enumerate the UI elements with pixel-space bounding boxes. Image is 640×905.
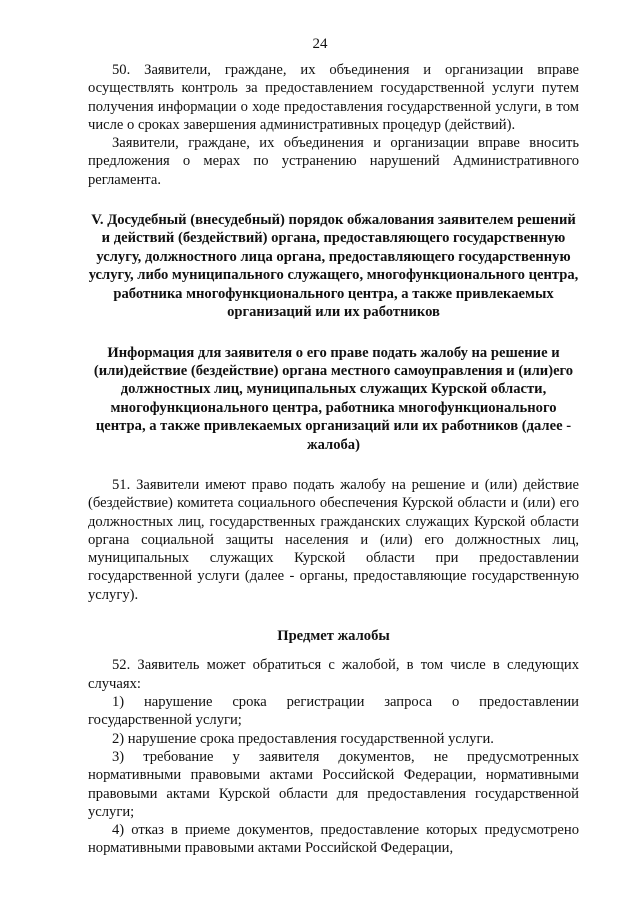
chapter-heading: V. Досудебный (внесудебный) порядок обжалования заявителем решений и действий (бездействий) органа, предоставляющего государственную услугу, должностного лица органа, предоставляющего государственную услугу, либо муниципального служащего, многофункционального центра, работника многофункционального центра, а также привлекаемых организаций или их работников <box>88 212 579 321</box>
paragraph-52: 52. Заявитель может обратиться с жалобой, в том числе в следующих случаях: <box>88 657 579 692</box>
list-item-3: 3) требование у заявителя документов, не предусмотренных нормативными правовыми актами Российской Федерации, нормативными правовыми актами Курской области для предоставления государственной услуги; <box>88 748 579 820</box>
list-item-1: 1) нарушение срока регистрации запроса о предоставлении государственной услуги; <box>88 694 579 729</box>
list-item-4: 4) отказ в приеме документов, предоставление которых предусмотрено нормативными правовыми актами Российской Федерации, <box>88 822 579 857</box>
paragraph-50-continued: Заявители, граждане, их объединения и организации вправе вносить предложения о мерах по устранению нарушений Административного регламента. <box>88 135 579 188</box>
paragraph-50: 50. Заявители, граждане, их объединения и организации вправе осуществлять контроль за предоставлением государственной услуги путем получения информации о ходе предоставления государственной услуги, в том числе о сроках завершения административных процедур (действий). <box>88 62 579 133</box>
list-item-2: 2) нарушение срока предоставления государственной услуги. <box>112 730 494 747</box>
paragraph-51: 51. Заявители имеют право подать жалобу на решение и (или) действие (бездействие) комитета социального обеспечения Курской области и (или) его должностных лиц, государственных гражданских служащих Курской области органа социальной защиты населения и (или) его должностных лиц, муниципальных служащих Курской области при предоставлении государственной услуги (далее - органы, предоставляющие государственную услугу). <box>88 476 579 603</box>
section-heading-info: Информация для заявителя о его праве подать жалобу на решение и (или)действие (бездействие) органа местного самоуправления и (или)его должностных лиц, муниципальных служащих Курской области, многофункционального центра, работника многофункционального центра, а также привлекаемых организаций или их работников (далее - жалоба) <box>93 344 574 453</box>
page-content <box>88 61 579 858</box>
page-number: 24 <box>312 36 328 52</box>
section-heading-subject: Предмет жалобы <box>277 628 390 645</box>
